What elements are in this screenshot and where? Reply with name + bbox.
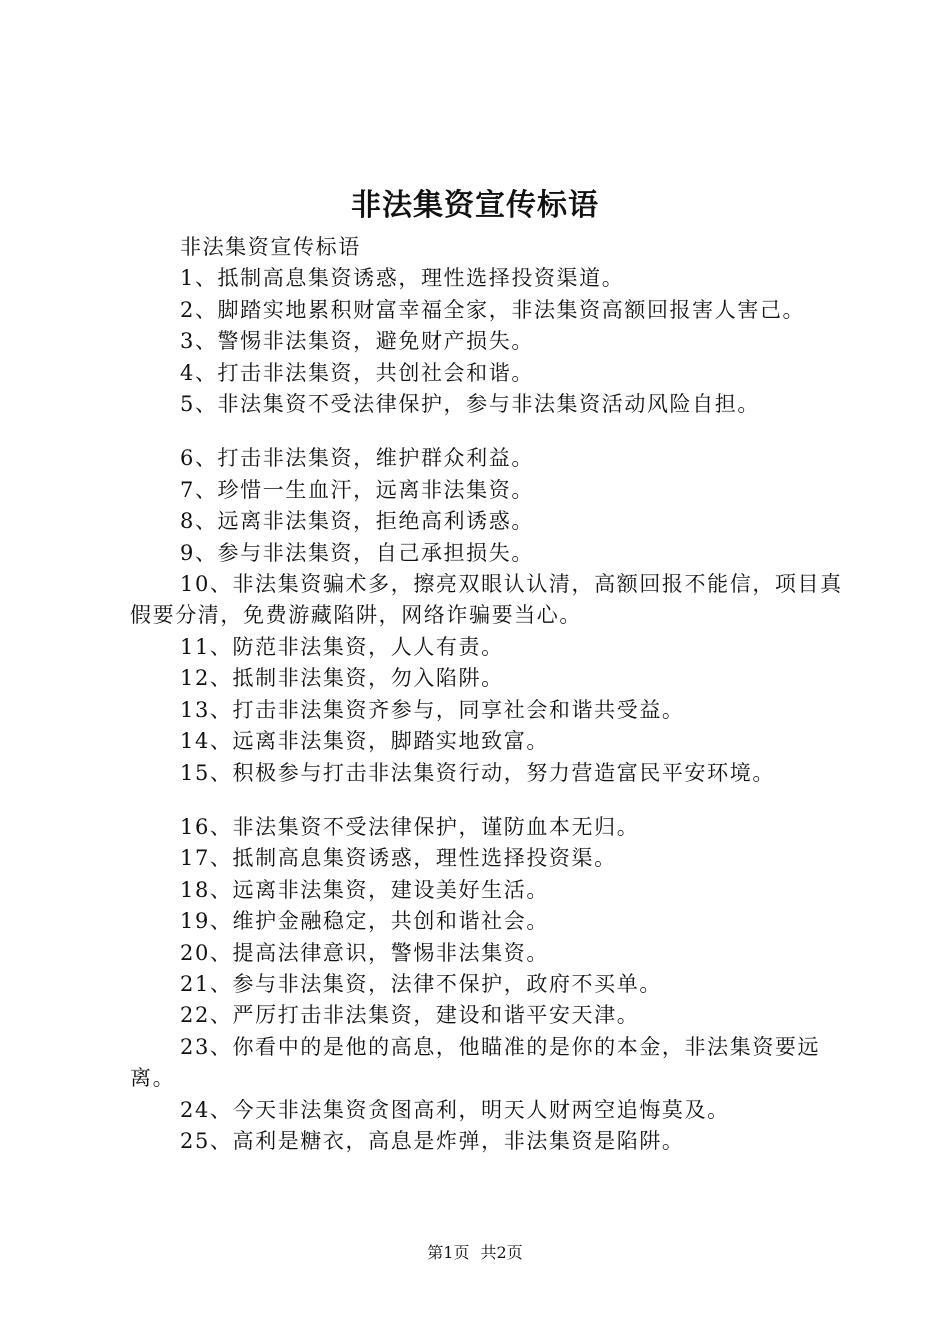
paragraph: 14、远离非法集资，脚踏实地致富。 (180, 729, 549, 754)
paragraph: 2、脚踏实地累积财富幸福全家，非法集资高额回报害人害己。 (180, 297, 806, 322)
paragraph: 12、抵制非法集资，勿入陷阱。 (180, 666, 504, 691)
paragraph: 24、今天非法集资贪图高利，明天人财两空追悔莫及。 (180, 1097, 730, 1122)
paragraph: 21、参与非法集资，法律不保护，政府不买单。 (180, 971, 662, 996)
document-title: 非法集资宣传标语 (351, 188, 599, 223)
paragraph: 17、抵制高息集资诱惑，理性选择投资渠。 (180, 846, 617, 871)
document-body (130, 232, 850, 1157)
paragraph: 5、非法集资不受法律保护，参与非法集资活动风险自担。 (180, 392, 760, 417)
paragraph: 10、非法集资骗术多，擦亮双眼认认清，高额回报不能信，项目真假要分清，免费游藏陷阱，网络诈骗要当心。 (130, 572, 843, 628)
paragraph: 19、维护金融稳定，共创和谐社会。 (180, 909, 549, 934)
paragraph: 16、非法集资不受法律保护，谨防血本无归。 (180, 814, 640, 839)
paragraph: 4、打击非法集资，共创社会和谐。 (180, 360, 534, 385)
paragraph-gap (130, 789, 850, 812)
paragraph: 9、参与非法集资，自己承担损失。 (180, 540, 534, 565)
page-footer (0, 1242, 950, 1264)
paragraph: 8、远离非法集资，拒绝高利诱惑。 (180, 509, 534, 534)
paragraph: 7、珍惜一生血汗，远离非法集资。 (180, 477, 534, 502)
page-number: 第1页 (427, 1243, 470, 1262)
paragraph: 20、提高法律意识，警惕非法集资。 (180, 940, 549, 965)
paragraph: 非法集资宣传标语 (180, 235, 361, 259)
paragraph: 11、防范非法集资，人人有责。 (180, 634, 504, 659)
paragraph: 13、打击非法集资齐参与，同享社会和谐共受益。 (180, 697, 685, 722)
paragraph: 3、警惕非法集资，避免财产损失。 (180, 329, 534, 354)
paragraph: 23、你看中的是他的高息，他瞄准的是你的本金，非法集资要远离。 (130, 1034, 821, 1091)
paragraph: 15、积极参与打击非法集资行动，努力营造富民平安环境。 (180, 760, 775, 785)
paragraph: 25、高利是糖衣，高息是炸弹，非法集资是陷阱。 (180, 1128, 685, 1153)
paragraph: 22、严厉打击非法集资，建设和谐平安天津。 (180, 1003, 640, 1028)
paragraph: 6、打击非法集资，维护群众利益。 (180, 446, 534, 471)
paragraph-gap (130, 420, 850, 443)
page-total: 共2页 (480, 1243, 523, 1262)
paragraph: 1、抵制高息集资诱惑，理性选择投资渠道。 (180, 266, 625, 291)
paragraph: 18、远离非法集资，建设美好生活。 (180, 877, 549, 902)
